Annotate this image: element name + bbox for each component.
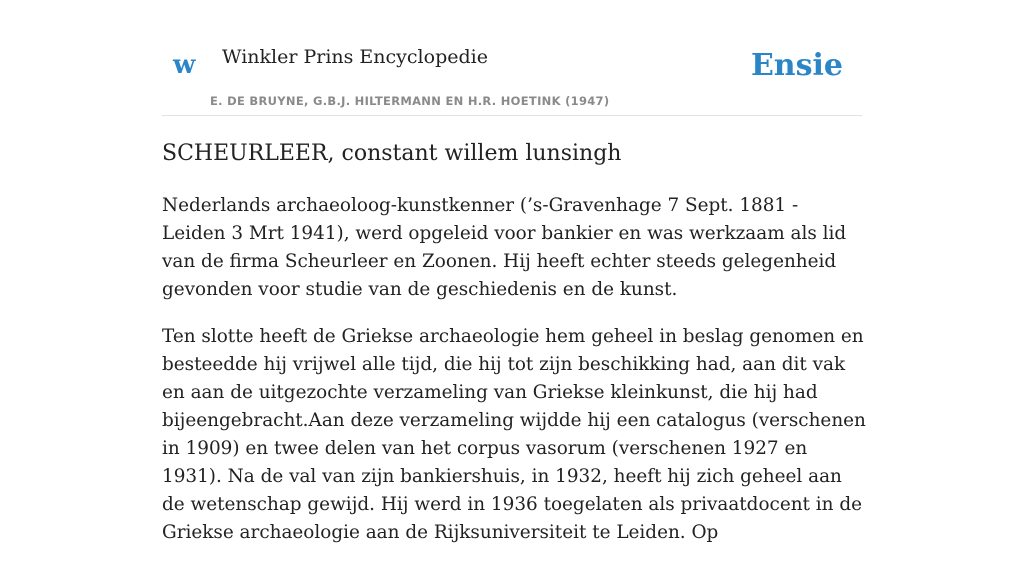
- source-logo-icon[interactable]: w: [173, 50, 196, 80]
- source-title[interactable]: Winkler Prins Encyclopedie: [222, 46, 488, 68]
- source-header: [162, 0, 862, 116]
- brand-logo[interactable]: Ensie: [750, 48, 843, 83]
- entry-body: [162, 192, 867, 566]
- entry-title: SCHEURLEER, constant willem lunsingh: [162, 141, 622, 166]
- entry-paragraph: Ten slotte heeft de Griekse archaeologie hem geheel in beslag genomen en besteedde hij vrijwel alle tijd, die hij tot zijn beschikking had, aan dit vak en aan de uitgezochte verzameling van Griekse kleinkunst, die hij had bijeengebracht.Aan deze verzameling wijdde hij een catalogus (verschenen in 1909) en twee delen van het corpus vasorum (verschenen 1927 en 1931). Na de val van zijn bankiershuis, in 1932, heeft hij zich geheel aan de wetenschap gewijd. Hij werd in 1936 toegelaten als privaatdocent in de Griekse archaeologie aan de Rijksuniversiteit te Leiden. Op: [162, 326, 866, 543]
- source-authors: E. DE BRUYNE, G.B.J. HILTERMANN EN H.R. HOETINK (1947): [210, 94, 610, 108]
- entry-paragraph: Nederlands archaeoloog-kunstkenner (’s-Gravenhage 7 Sept. 1881 - Leiden 3 Mrt 1941), werd opgeleid voor bankier en was werkzaam als lid van de firma Scheurleer en Zoonen. Hij heeft echter steeds gelegenheid gevonden voor studie van de geschiedenis en de kunst.: [162, 195, 847, 300]
